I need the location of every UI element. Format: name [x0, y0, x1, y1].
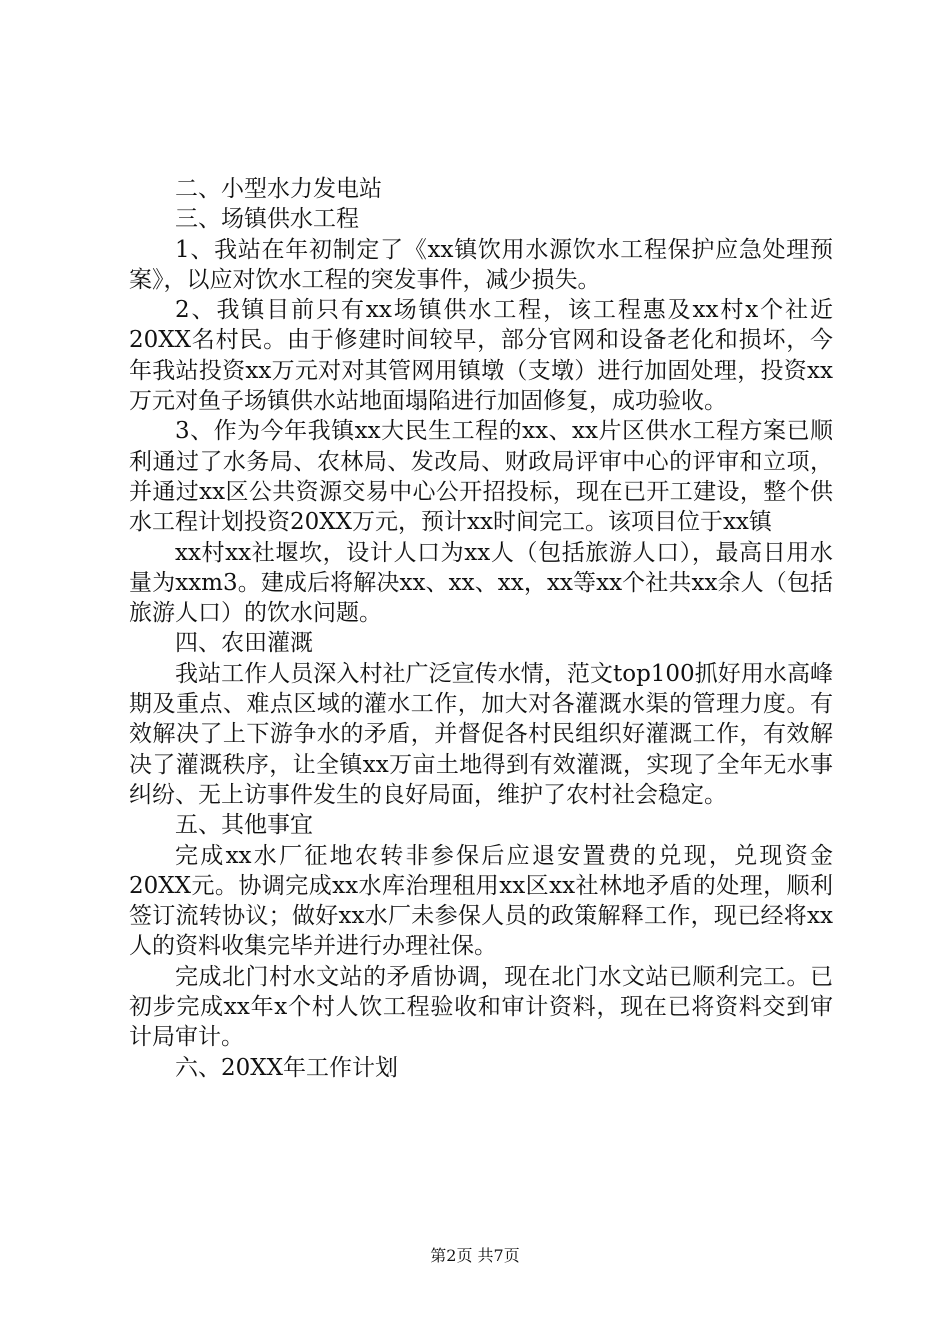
paragraph-compensation: 完成xx水厂征地农转非参保后应退安置费的兑现，兑现资金20XX元。协调完成xx水库治理租用xx区xx社林地矛盾的处理，顺利签订流转协议；做好xx水厂未参保人员的政策解释工作，现已经将xx人的资料收集完毕并进行办理社保。: [129, 842, 833, 960]
paragraph-emergency-plan: 1、我站在年初制定了《xx镇饮用水源饮水工程保护应急处理预案》，以应对饮水工程的突发事件，减少损失。: [129, 236, 833, 293]
paragraph-irrigation: 我站工作人员深入村社广泛宣传水情，范文top100抓好用水高峰期及重点、难点区域的灌水工作，加大对各灌溉水渠的管理力度。有效解决了上下游争水的矛盾，并督促各村民组织好灌溉工作，有效解决了灌溉秩序，让全镇xx万亩土地得到有效灌溉，实现了全年无水事纠纷、无上访事件发生的良好局面，维护了农村社会稳定。: [129, 660, 833, 808]
paragraph-hydrology-station: 完成北门村水文站的矛盾协调，现在北门水文站已顺利完工。已初步完成xx年x个村人饮工程验收和审计资料，现在已将资料交到审计局审计。: [129, 963, 833, 1051]
paragraph-project-details: xx村xx社堰坎，设计人口为xx人（包括旅游人口），最高日用水量为xxm3。建成后将解决xx、xx、xx，xx等xx个社共xx余人（包括旅游人口）的饮水问题。: [129, 539, 833, 627]
section-heading-other-matters: 五、其他事宜: [175, 812, 313, 839]
section-heading-water-supply: 三、场镇供水工程: [175, 206, 359, 233]
page-footer: 第2页 共7页: [430, 1246, 520, 1265]
section-heading-hydropower: 二、小型水力发电站: [175, 176, 382, 202]
section-heading-work-plan: 六、20XX年工作计划: [175, 1054, 399, 1081]
section-heading-irrigation: 四、农田灌溉: [175, 630, 313, 657]
document-body: [129, 174, 833, 1083]
paragraph-livelihood-project: 3、作为今年我镇xx大民生工程的xx、xx片区供水工程方案已顺利通过了水务局、农林局、发改局、财政局评审中心的评审和立项，并通过xx区公共资源交易中心公开招投标，现在已开工建设，整个供水工程计划投资20XX万元，预计xx时间完工。该项目位于xx镇: [129, 418, 833, 536]
paragraph-supply-project: 2、我镇目前只有xx场镇供水工程，该工程惠及xx村x个社近20XX名村民。由于修建时间较早，部分官网和设备老化和损坏，今年我站投资xx万元对对其管网用镇墩（支墩）进行加固处理，投资xx万元对鱼子场镇供水站地面塌陷进行加固修复，成功验收。: [129, 297, 833, 415]
